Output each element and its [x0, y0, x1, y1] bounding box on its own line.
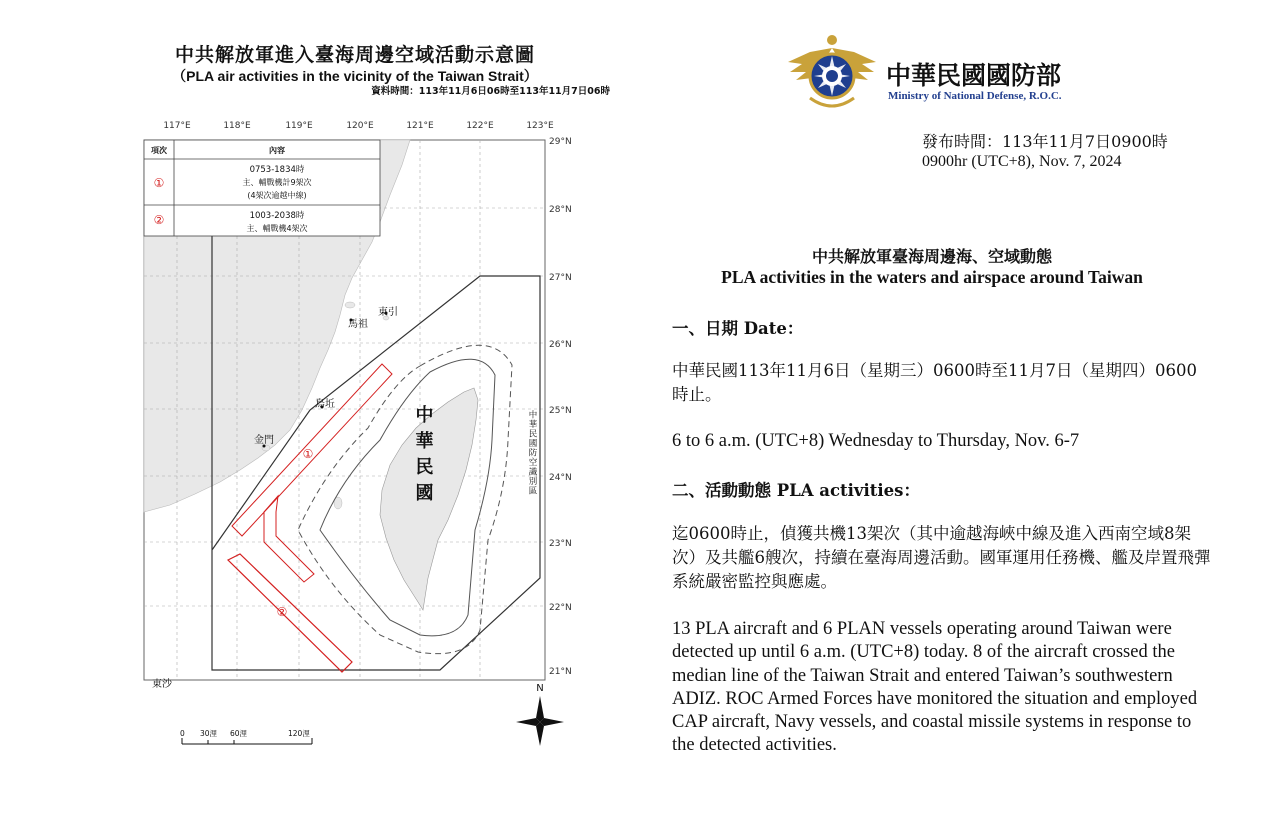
lat-label-22: 22°N [549, 603, 572, 613]
taiwan-label-char-1: 中華民國 [412, 405, 434, 509]
zone-label-1: ① [302, 447, 314, 461]
lon-label-120: 120°E [346, 121, 374, 131]
map-figure [140, 110, 600, 760]
lon-label-118: 118°E [223, 121, 251, 131]
scale-label-0: 0 [180, 729, 185, 738]
lon-label-122: 122°E [466, 121, 494, 131]
lat-label-21: 21°N [549, 667, 572, 677]
ministry-name-zh: 中華民國國防部 [886, 61, 1062, 90]
lon-label-121: 121°E [406, 121, 434, 131]
report-heading-zh: 中共解放軍臺海周邊海、空域動態 [811, 247, 1052, 266]
legend-row-2-time: 1003-2038時 [249, 211, 305, 221]
lat-label-24: 24°N [549, 473, 572, 483]
place-matsu: 馬祖 [348, 319, 368, 330]
lat-label-29: 29°N [549, 137, 572, 147]
place-dongyin: 東引 [378, 307, 398, 318]
lon-label-123: 123°E [526, 121, 554, 131]
map-data-period: 資料時間：113年11月6日06時至113年11月7日06時 [371, 86, 610, 97]
taiwan-label [413, 404, 434, 509]
place-dongsha: 東沙 [152, 679, 172, 690]
lon-label-117: 117°E [163, 121, 191, 131]
matsu-island [345, 302, 355, 308]
legend-header-content: 內容 [269, 146, 285, 155]
legend-table [144, 140, 380, 236]
legend-row-1-time: 0753-1834時 [249, 165, 305, 175]
adiz-label: 中華民國防空識別區 [527, 410, 537, 496]
compass-north-label: N [536, 683, 544, 694]
place-wuqiu: 烏坵 [315, 399, 335, 410]
date-text-zh: 中華民國113年11月6日（星期三）0600時至11月7日（星期四）0600時止。 [672, 361, 1197, 404]
compass-rose [516, 683, 564, 746]
legend-row-2-num: ② [153, 213, 165, 227]
lat-label-23: 23°N [549, 539, 572, 549]
scale-bar [180, 729, 312, 744]
section-activities-title: 二、活動動態 PLA activities： [672, 481, 920, 500]
legend-row-1-line2: (4架次逾越中線) [247, 191, 307, 200]
scale-label-60: 60浬 [230, 729, 248, 738]
report-heading-en: PLA activities in the waters and airspace around Taiwan [721, 267, 1143, 287]
legend-row-1-line1: 主、輔戰機計9架次 [242, 178, 312, 187]
publish-time-en: 0900hr (UTC+8), Nov. 7, 2024 [922, 153, 1122, 170]
legend-row-2-line1: 主、輔戰機4架次 [246, 224, 308, 233]
activities-text-zh: 迄0600時止，偵獲共機13架次（其中逾越海峽中線及進入西南空域8架次）及共艦6艘次，持續在臺海周邊活動。國軍運用任務機、艦及岸置飛彈系統嚴密監控與應處。 [672, 524, 1211, 591]
lat-label-27: 27°N [549, 273, 572, 283]
legend-header-num: 項次 [151, 146, 167, 155]
date-text-en: 6 to 6 a.m. (UTC+8) Wednesday to Thursday, Nov. 6-7 [672, 431, 1080, 451]
place-kinmen: 金門 [254, 435, 274, 446]
ministry-name-en: Ministry of National Defense, R.O.C. [888, 90, 1062, 102]
mnd-emblem [780, 34, 884, 116]
publish-time-zh: 發布時間：113年11月7日0900時 [922, 132, 1168, 151]
zone-label-2: ② [276, 605, 288, 619]
map-title: 中共解放軍進入臺海周邊空域活動示意圖 [174, 44, 535, 66]
scale-label-120: 120浬 [288, 729, 310, 738]
lat-label-26: 26°N [549, 340, 572, 350]
map-subtitle: （PLA air activities in the vicinity of the Taiwan Strait） [172, 68, 538, 84]
lon-label-119: 119°E [285, 121, 313, 131]
legend-row-1-num: ① [153, 176, 165, 190]
scale-label-30: 30浬 [200, 729, 218, 738]
lat-label-28: 28°N [549, 205, 572, 215]
activities-text-en: 13 PLA aircraft and 6 PLAN vessels operating around Taiwan were detected up until 6 a.m. (UTC+8) today. 8 of the aircraft crossed the median line of the Taiwan Strait and entered Taiwan’s southwestern ADIZ. ROC Armed Forces have monitored the situation and employed CAP aircraft, Navy vessels, and coastal missile systems in response to the detected activities. [672, 619, 1198, 756]
lat-label-25: 25°N [549, 406, 572, 416]
section-date-title: 一、日期 Date： [672, 319, 804, 338]
